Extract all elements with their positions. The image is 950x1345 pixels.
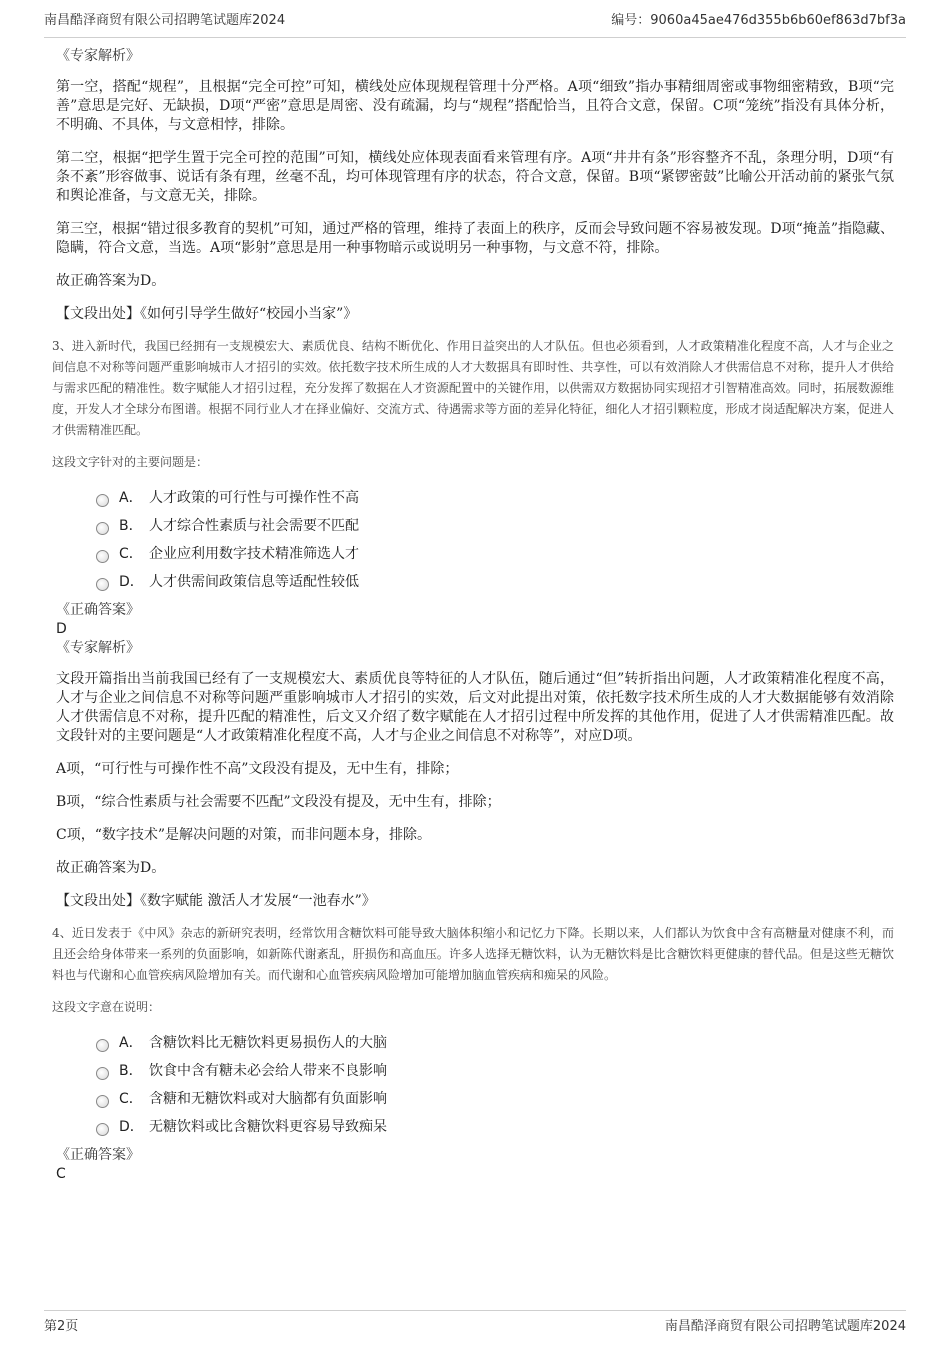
radio-button[interactable] [96, 522, 109, 535]
option-text: 含糖和无糖饮料或对大脑都有负面影响 [149, 1091, 387, 1107]
correct-answer-label: 《正确答案》 [56, 1147, 140, 1163]
option-letter: C． [119, 546, 143, 562]
radio-button[interactable] [96, 1123, 109, 1136]
option-letter: D． [119, 1119, 144, 1135]
option-letter: A． [119, 490, 143, 506]
page-footer [44, 1310, 906, 1334]
option-letter: D． [119, 574, 144, 590]
option-c[interactable] [96, 1084, 894, 1112]
option-text: 无糖饮料或比含糖饮料更容易导致痴呆 [149, 1119, 387, 1135]
expert-analysis-label: 《专家解析》 [56, 48, 140, 64]
option-letter: B． [119, 518, 143, 534]
question-prompt: 这段文字针对的主要问题是： [52, 455, 209, 469]
option-b[interactable] [96, 1056, 894, 1084]
option-a[interactable] [96, 1028, 894, 1056]
option-text: 企业应利用数字技术精准筛选人才 [149, 546, 359, 562]
radio-button[interactable] [96, 1067, 109, 1080]
correct-answer: D [56, 621, 67, 637]
option-d[interactable] [96, 567, 894, 595]
option-a[interactable] [96, 483, 894, 511]
options-list [96, 1028, 894, 1140]
option-text: 含糖饮料比无糖饮料更易损伤人的大脑 [149, 1035, 387, 1051]
radio-button[interactable] [96, 1095, 109, 1108]
page-number: 第2页 [44, 1319, 79, 1334]
correct-answer-statement: 故正确答案为D。 [56, 273, 166, 289]
analysis-paragraph: A项，“可行性与可操作性不高”文段没有提及，无中生有，排除； [56, 761, 459, 777]
analysis-paragraph: C项，“数字技术”是解决问题的对策，而非问题本身，排除。 [56, 827, 432, 843]
radio-button[interactable] [96, 1039, 109, 1052]
header-title: 南昌酷泽商贸有限公司招聘笔试题库2024 [44, 13, 286, 28]
radio-button[interactable] [96, 578, 109, 591]
page-content [52, 38, 894, 1184]
option-text: 饮食中含有糖未必会给人带来不良影响 [149, 1063, 387, 1079]
question-prompt: 这段文字意在说明： [52, 1000, 161, 1014]
analysis-paragraph: 第三空，根据“错过很多教育的契机”可知，通过严格的管理，维持了表面上的秩序，反而会导致问题不容易被发现。D项“掩盖”指隐藏、隐瞒，符合文意，当选。A项“影射”意思是用一种事物暗示或说明另一种事物，与文意不符，排除。 [56, 221, 894, 256]
option-text: 人才供需间政策信息等适配性较低 [149, 574, 359, 590]
source-citation: 【文段出处】《数字赋能 激活人才发展“一池春水”》 [56, 893, 376, 909]
analysis-paragraph: B项，“综合性素质与社会需要不匹配”文段没有提及，无中生有，排除； [56, 794, 501, 810]
option-b[interactable] [96, 511, 894, 539]
option-text: 人才政策的可行性与可操作性不高 [149, 490, 359, 506]
page-header [44, 0, 906, 38]
correct-answer-label: 《正确答案》 [56, 602, 140, 618]
option-letter: A． [119, 1035, 143, 1051]
option-letter: B． [119, 1063, 143, 1079]
option-letter: C． [119, 1091, 143, 1107]
option-d[interactable] [96, 1112, 894, 1140]
option-text: 人才综合性素质与社会需要不匹配 [149, 518, 359, 534]
option-c[interactable] [96, 539, 894, 567]
header-doc-id: 编号：9060a45ae476d355b6b60ef863d7bf3a [611, 13, 906, 28]
analysis-paragraph: 第二空，根据“把学生置于完全可控的范围”可知，横线处应体现表面看来管理有序。A项“井井有条”形容整齐不乱，条理分明，D项“有条不紊”形容做事、说话有条有理，丝毫不乱，均可体现管理有序的状态，符合文意，保留。B项“紧锣密鼓”比喻公开活动前的紧张气氛和舆论准备，与文意无关，排除。 [56, 150, 894, 204]
correct-answer: C [56, 1166, 66, 1182]
question-text: 4、近日发表于《中风》杂志的新研究表明，经常饮用含糖饮料可能导致大脑体积缩小和记忆力下降。长期以来，人们都认为饮食中含有高糖量对健康不利，而且还会给身体带来一系列的负面影响，如新陈代谢紊乱，肝损伤和高血压。许多人选择无糖饮料，认为无糖饮料是比含糖饮料更健康的替代品。但是这些无糖饮料也与代谢和心血管疾病风险增加有关。而代谢和心血管疾病风险增加可能增加脑血管疾病和痴呆的风险。 [52, 926, 894, 982]
options-list [96, 483, 894, 595]
question-text: 3、进入新时代，我国已经拥有一支规模宏大、素质优良、结构不断优化、作用日益突出的人才队伍。但也必须看到，人才政策精准化程度不高，人才与企业之间信息不对称等问题严重影响城市人才招引的实效。依托数字技术所生成的人才大数据具有即时性、共享性，可以有效消除人才供需信息不对称，提升人才供给与需求匹配的精准性。数字赋能人才招引过程，充分发挥了数据在人才资源配置中的关键作用，以供需双方数据协同实现招才引智精准高效。同时，拓展数源维度，开发人才全球分布图谱。根据不同行业人才在择业偏好、交流方式、待遇需求等方面的差异化特征，细化人才招引颗粒度，形成才岗适配解决方案，促进人才供需精准匹配。 [52, 339, 894, 437]
footer-title: 南昌酷泽商贸有限公司招聘笔试题库2024 [664, 1319, 906, 1334]
radio-button[interactable] [96, 550, 109, 563]
analysis-paragraph: 文段开篇指出当前我国已经有了一支规模宏大、素质优良等特征的人才队伍，随后通过“但”转折指出问题，人才政策精准化程度不高，人才与企业之间信息不对称等问题严重影响城市人才招引的实效，后文对此提出对策，依托数字技术所生成的人才大数据能够有效消除人才供需信息不对称，提升匹配的精准性，后文又介绍了数字赋能在人才招引过程中所发挥的其他作用，促进了人才供需精准匹配。故文段针对的主要问题是“人才政策精准化程度不高，人才与企业之间信息不对称等”，对应D项。 [56, 671, 894, 744]
analysis-paragraph: 第一空，搭配“规程”，且根据“完全可控”可知，横线处应体现规程管理十分严格。A项“细致”指办事精细周密或事物细密精致，B项“完善”意思是完好、无缺损，D项“严密”意思是周密、没有疏漏，均与“规程”搭配恰当，且符合文意，保留。C项“笼统”指没有具体分析，不明确、不具体，与文意相悖，排除。 [56, 79, 894, 133]
radio-button[interactable] [96, 494, 109, 507]
correct-answer-statement: 故正确答案为D。 [56, 860, 166, 876]
source-citation: 【文段出处】《如何引导学生做好“校园小当家”》 [56, 306, 358, 322]
expert-analysis-label: 《专家解析》 [56, 640, 140, 656]
